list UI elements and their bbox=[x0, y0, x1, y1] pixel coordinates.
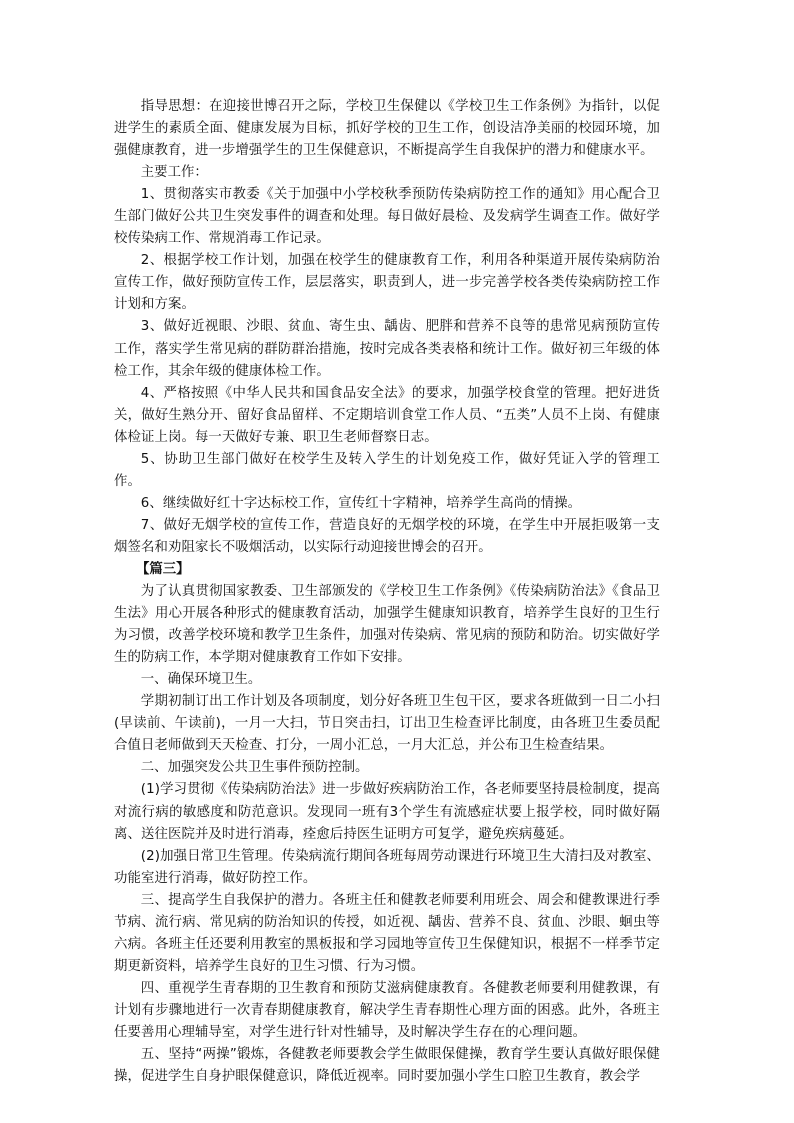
heading-emergency-control: 二、加强突发公共卫生事件预防控制。 bbox=[140, 760, 369, 776]
paragraph-environment-hygiene: 学期初制订出工作计划及各项制度，划分好各班卫生包干区，要求各班做到一日二小扫(早读前、午读前)，一月一大扫，节日突击扫，订出卫生检查评比制度，由各班卫生委员配合值日老师做到天天检查、打分，一周小汇总，一月大汇总，并公布卫生检查结果。 bbox=[114, 694, 660, 754]
paragraph-task-1: 1、贯彻落实市教委《关于加强中小学校秋季预防传染病防控工作的通知》用心配合卫生部门做好公共卫生突发事件的调查和处理。每日做好晨检、及发病学生调查工作。做好学校传染病工作、常规消毒工作记录。 bbox=[114, 187, 660, 247]
paragraph-task-4: 4、严格按照《中华人民共和国食品安全法》的要求，加强学校食堂的管理。把好进货关，做好生熟分开、留好食品留样、不定期培训食堂工作人员、“五类”人员不上岗、有健康体检证上岗。每一天做好专兼、职卫生老师督察日志。 bbox=[114, 385, 660, 445]
paragraph-task-7: 7、做好无烟学校的宣传工作，营造良好的无烟学校的环境，在学生中开展拒吸第一支烟签名和劝阻家长不吸烟活动，以实际行动迎接世博会的召开。 bbox=[114, 517, 660, 555]
paragraph-adolescent-education: 四、重视学生青春期的卫生教育和预防艾滋病健康教育。各健教老师要利用健教课，有计划有步骤地进行一次青春期健康教育，解决学生青春期性心理方面的困惑。此外，各班主任要善用心理辅导室，对学生进行针对性辅导，及时解决学生存在的心理问题。 bbox=[114, 980, 660, 1040]
paragraph-task-2: 2、根据学校工作计划，加强在校学生的健康教育工作，利用各种渠道开展传染病防治宣传工作，做好预防宣传工作，层层落实，职责到人，进一步完善学校各类传染病防控工作计划和方案。 bbox=[114, 253, 660, 313]
heading-main-tasks: 主要工作： bbox=[140, 165, 208, 181]
heading-environment-hygiene: 一、确保环境卫生。 bbox=[140, 672, 262, 688]
paragraph-eye-exercises: 五、坚持“两操”锻炼，各健教老师要教会学生做眼保健操，教育学生要认真做好眼保健操，促进学生自身护眼保健意识，降低近视率。同时要加强小学生口腔卫生教育，教会学 bbox=[114, 1047, 660, 1085]
paragraph-emergency-1: (1)学习贯彻《传染病防治法》进一步做好疾病防治工作，各老师要坚持晨检制度，提高对流行病的敏感度和防范意识。发现同一班有3个学生有流感症状要上报学校，同时做好隔离、送往医院并及时进行消毒，痊愈后持医生证明方可复学，避免疾病蔓延。 bbox=[114, 782, 660, 842]
paragraph-task-6: 6、继续做好红十字达标校工作，宣传红十字精神，培养学生高尚的情操。 bbox=[140, 495, 582, 511]
paragraph-emergency-2: (2)加强日常卫生管理。传染病流行期间各班每周劳动课进行环境卫生大清扫及对教室、功能室进行消毒，做好防控工作。 bbox=[114, 848, 660, 886]
section-heading-part-three: 【篇三】 bbox=[136, 561, 190, 577]
paragraph-task-3: 3、做好近视眼、沙眼、贫血、寄生虫、龋齿、肥胖和营养不良等的患常见病预防宣传工作，落实学生常见病的群防群治措施，按时完成各类表格和统计工作。做好初三年级的体检工作，其余年级的健康体检工作。 bbox=[114, 319, 660, 379]
paragraph-guiding-principle: 指导思想：在迎接世博召开之际，学校卫生保健以《学校卫生工作条例》为指针，以促进学生的素质全面、健康发展为目标，抓好学校的卫生工作，创设洁净美丽的校园环境，加强健康教育，进一步增强学生的卫生保健意识，不断提高学生自我保护的潜力和健康水平。 bbox=[114, 99, 660, 159]
paragraph-intro-part-three: 为了认真贯彻国家教委、卫生部颁发的《学校卫生工作条例》《传染病防治法》《食品卫生法》用心开展各种形式的健康教育活动，加强学生健康知识教育，培养学生良好的卫生行为习惯，改善学校环境和教学卫生条件，加强对传染病、常见病的预防和防治。切实做好学生的防病工作，本学期对健康教育工作如下安排。 bbox=[114, 584, 660, 666]
paragraph-self-protection: 三、提高学生自我保护的潜力。各班主任和健教老师要利用班会、周会和健教课进行季节病、流行病、常见病的防治知识的传授，如近视、龋齿、营养不良、贫血、沙眼、蛔虫等六病。各班主任还要利用教室的黑板报和学习园地等宣传卫生保健知识，根据不一样季节定期更新资料，培养学生良好的卫生习惯、行为习惯。 bbox=[114, 892, 660, 974]
paragraph-task-5: 5、协助卫生部门做好在校学生及转入学生的计划免疫工作，做好凭证入学的管理工作。 bbox=[114, 451, 660, 489]
document-body bbox=[114, 96, 660, 1088]
